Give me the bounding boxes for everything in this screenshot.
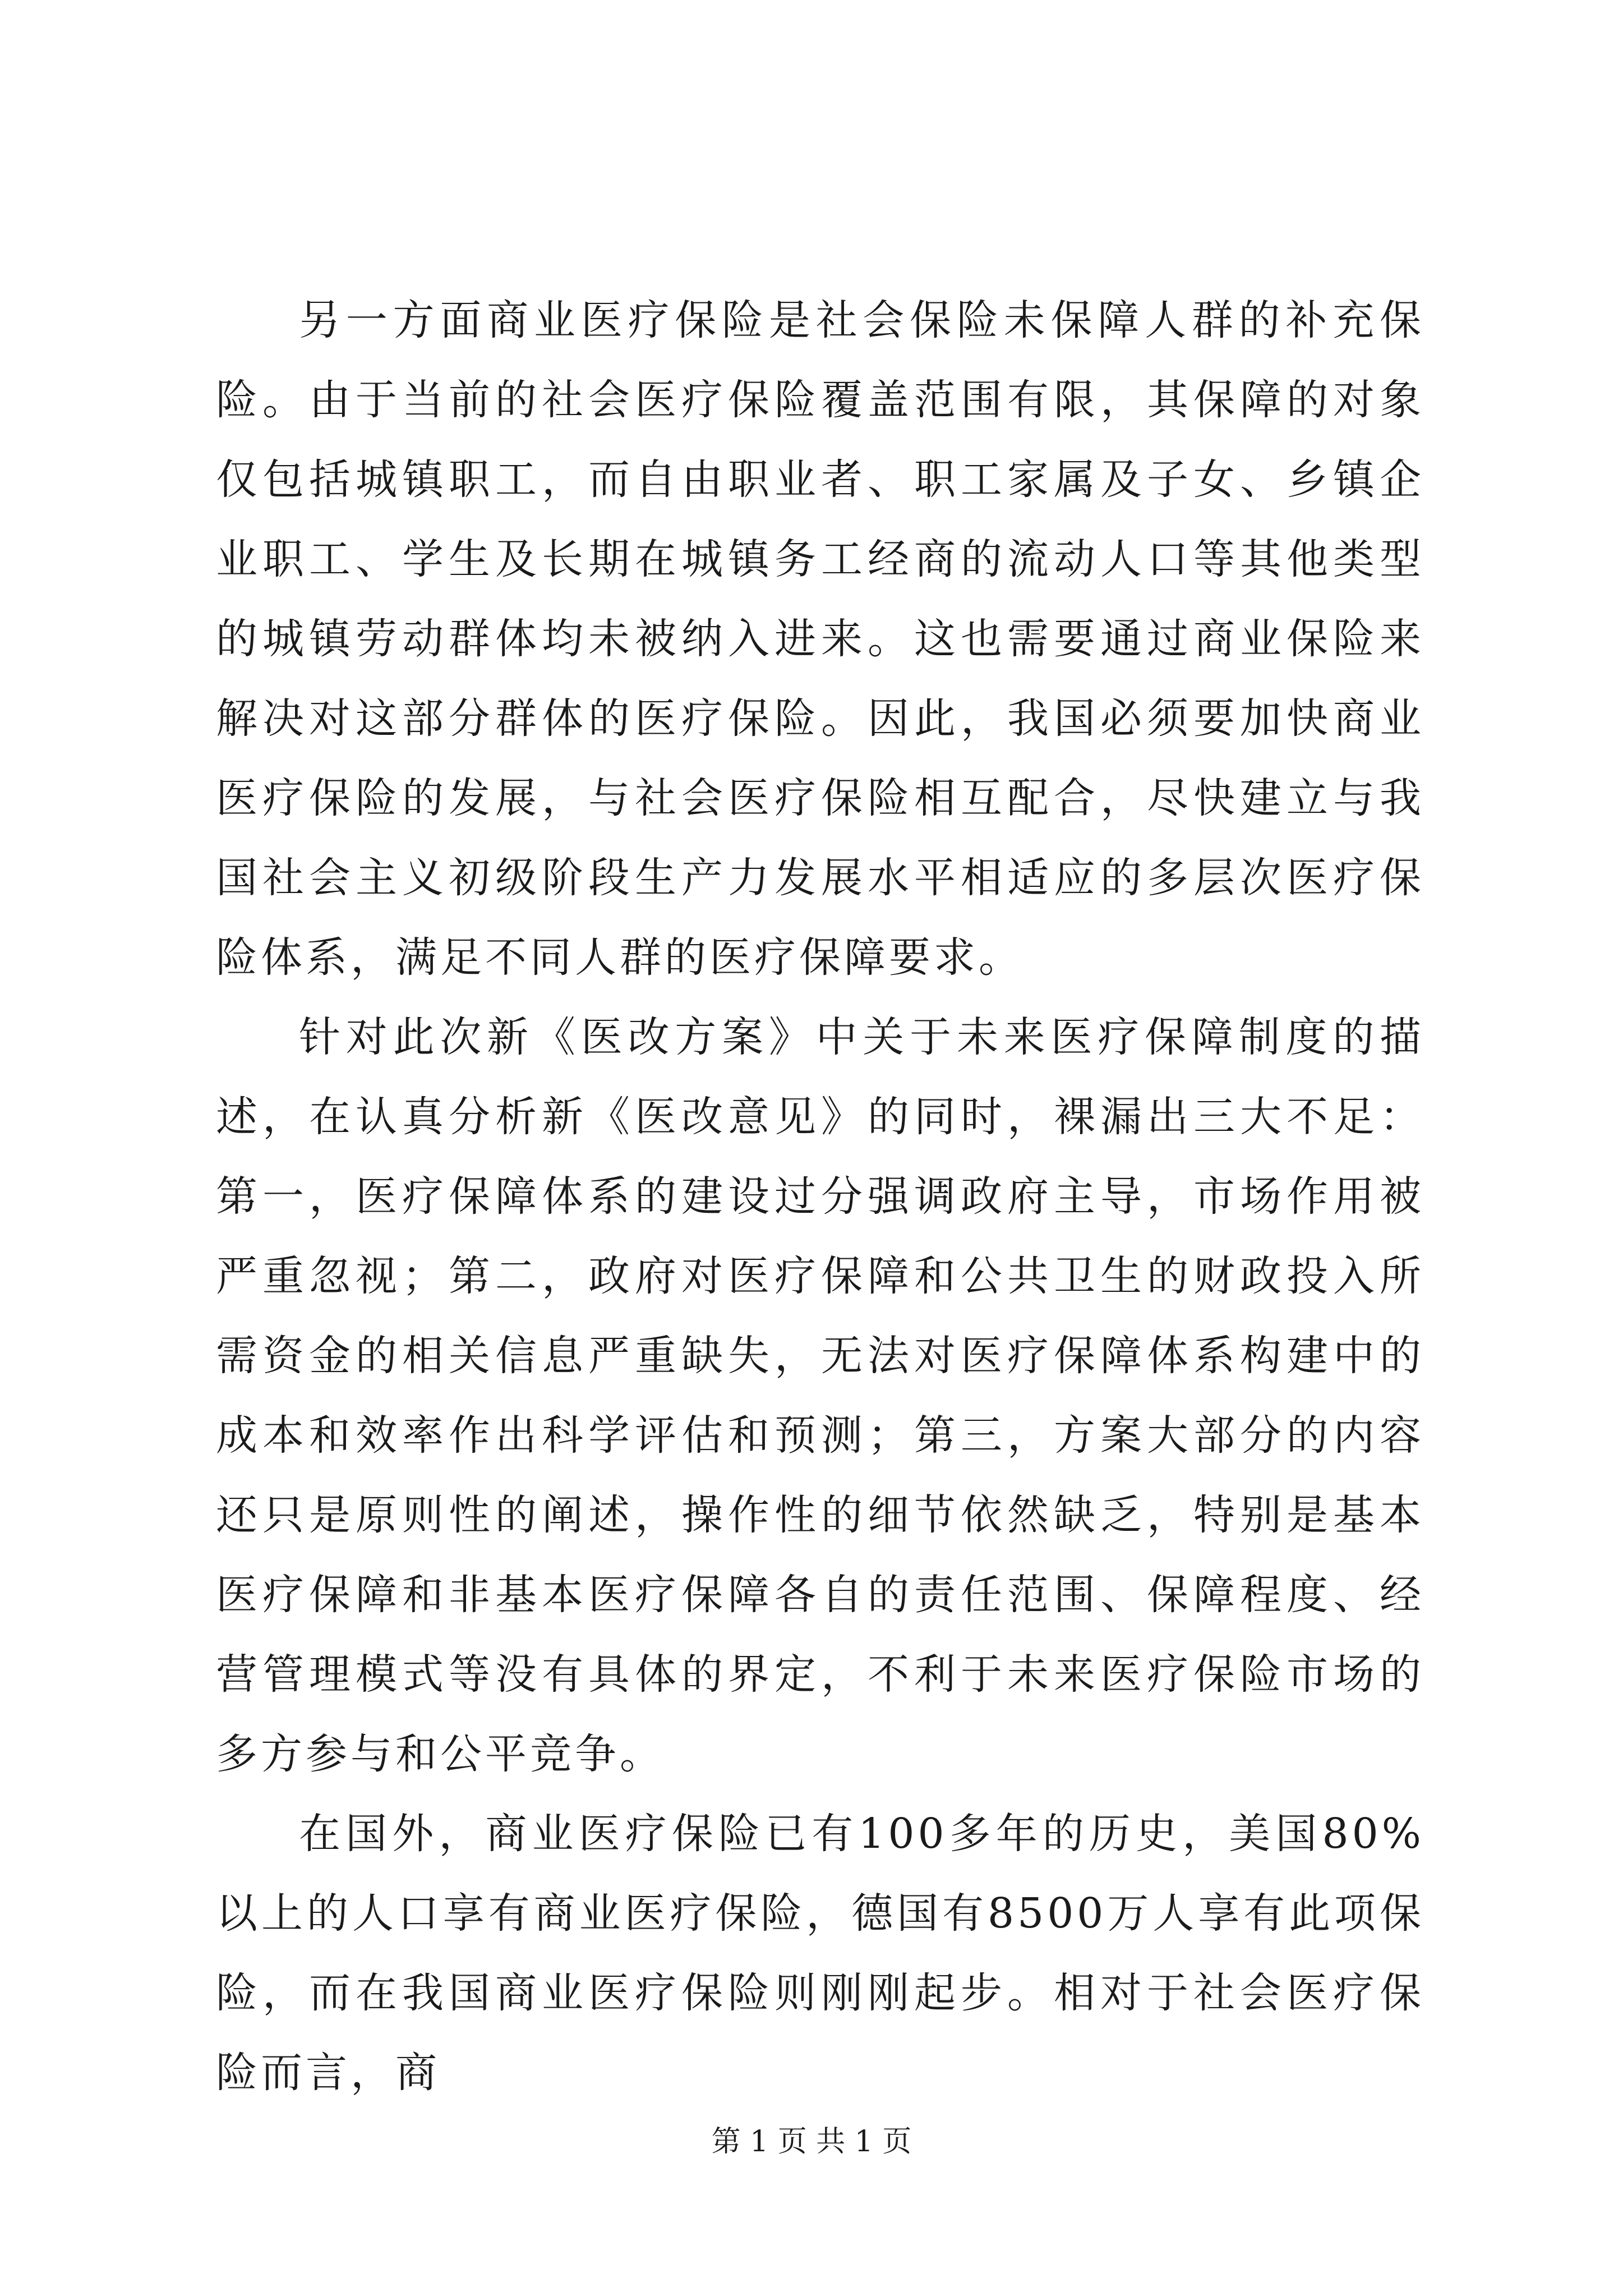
paragraph-1: 另一方面商业医疗保险是社会保险未保障人群的补充保险。由于当前的社会医疗保险覆盖范围有限，其保障的对象仅包括城镇职工，而自由职业者、职工家属及子女、乡镇企业职工、学生及长期在城镇务工经商的流动人口等其他类型的城镇劳动群体均未被纳入进来。这也需要通过商业保险来解决对这部分群体的医疗保险。因此，我国必须要加快商业医疗保险的发展，与社会医疗保险相互配合，尽快建立与我国社会主义初级阶段生产力发展水平相适应的多层次医疗保险体系，满足不同人群的医疗保障要求。 — [216, 296, 1424, 982]
paragraph-2: 针对此次新《医改方案》中关于未来医疗保障制度的描述，在认真分析新《医改意见》的同时，裸漏出三大不足：第一，医疗保障体系的建设过分强调政府主导，市场作用被严重忽视；第二，政府对医疗保障和公共卫生的财政投入所需资金的相关信息严重缺失，无法对医疗保障体系构建中的成本和效率作出科学评估和预测；第三，方案大部分的内容还只是原则性的阐述，操作性的细节依然缺乏，特别是基本医疗保障和非基本医疗保障各自的责任范围、保障程度、经营管理模式等没有具体的界定，不利于未来医疗保险市场的多方参与和公平竞争。 — [216, 1013, 1424, 1778]
paragraph-3: 在国外，商业医疗保险已有100多年的历史，美国80%以上的人口享有商业医疗保险，德国有8500万人享有此项保险，而在我国商业医疗保险则刚刚起步。相对于社会医疗保险而言，商 — [216, 1810, 1424, 2097]
page-footer: 第 1 页 共 1 页 — [711, 2125, 912, 2159]
document-body — [216, 280, 1424, 2113]
